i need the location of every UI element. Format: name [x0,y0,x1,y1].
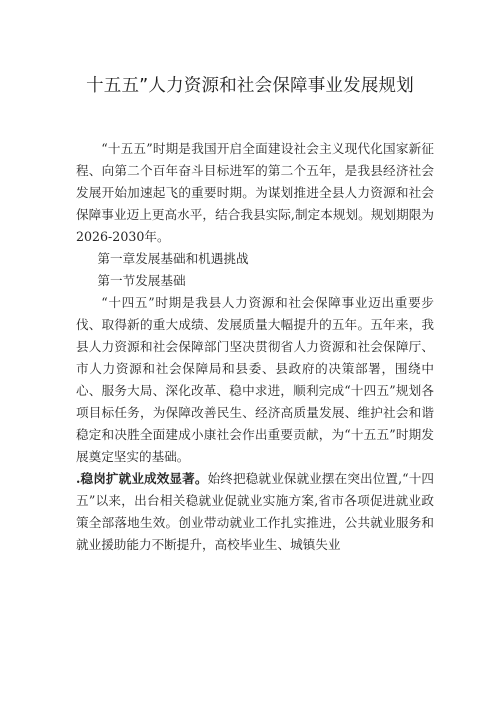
section-heading: 第一节发展基础 [97,273,186,288]
intro-paragraph: “十五五”时期是我国开启全面建设社会主义现代化国家新征程、向第二个百年奋斗目标进军的第二个五年，是我县经济社会发展开始加速起飞的重要时期。为谋划推进全县人力资源和社会保障事业迈上更高水平，结合我县实际,制定本规划。规划期限为2026-2030年。 [76,141,434,244]
document-body [76,138,434,556]
section-paragraph: “十四五”时期是我县人力资源和社会保障事业迈出重要步伐、取得新的重大成绩、发展质量大幅提升的五年。五年来，我县人力资源和社会保障部门坚决贯彻省人力资源和社会保障厅、市人力资源和社会保障局和县委、县政府的决策部署，围绕中心、服务大局、深化改革、稳中求进，顺利完成“十四五”规划各项目标任务，为保障改善民生、经济高质量发展、维护社会和谐稳定和决胜全面建成小康社会作出重要贡献，为“十五五”时期发展奠定坚实的基础。 [76,295,434,464]
employment-paragraph [76,468,434,556]
employment-paragraph-text: 始终把稳就业保就业摆在突出位置,“十四五”以来，出台相关稳就业促就业实施方案,省市各项促进就业政策全部落地生效。创业带动就业工作扎实推进，公共就业服务和就业援助能力不断提升，高校毕业生、城镇失业 [76,471,434,552]
document-title: 十五五”人力资源和社会保障事业发展规划 [86,76,414,96]
employment-lead-heading: .稳岗扩就业成效显著。 [76,471,208,486]
chapter-heading: 第一章发展基础和机遇挑战 [97,251,249,266]
